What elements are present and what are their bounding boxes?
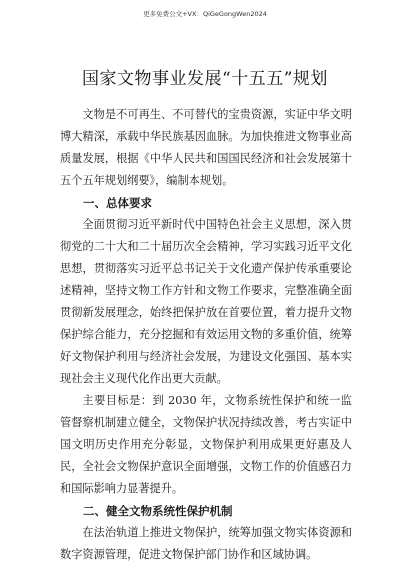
intro-paragraph: 文物是不可再生、不可替代的宝贵资源，实证中华文明博大精深，承载中华民族基因血脉。为加快推进文物事业高质量发展，根据《中华人民共和国国民经济和社会发展第十五个五年规划纲要》，编制本规划。 [60,108,352,187]
section-heading-protection-mechanism: 二、健全文物系统性保护机制 [83,504,233,518]
document-title: 国家文物事业发展“十五五”规划 [82,69,328,89]
protection-mechanism-paragraph: 在法治轨道上推进文物保护，统筹加强文物实体资源和数字资源管理，促进文物保护部门协作和区域协调。 [60,526,352,561]
header-note: 更多免费公文+VX：QiGeGongWen2024 [143,10,267,18]
main-goals-paragraph: 主要目标是：到 2030 年，文物系统性保护和统一监管督察机制建立健全，文物保护状况持续改善，考古实证中国文明历史作用充分彰显，文物保护利用成果更好惠及人民，全社会文物保护意识全面增强，文物工作的价值感召力和国际影响力显著提升。 [60,394,352,495]
section-heading-general-requirements: 一、总体要求 [83,196,152,210]
document-body [60,104,352,566]
general-requirements-paragraph: 全面贯彻习近平新时代中国特色社会主义思想，深入贯彻党的二十大和二十届历次全会精神，学习实践习近平文化思想，贯彻落实习近平总书记关于文化遗产保护传承重要论述精神，坚持文物工作方针和文物工作要求，完整准确全面贯彻新发展理念，始终把保护放在首要位置，着力提升文物保护综合能力，充分挖掘和有效运用文物的多重价值，统筹好文物保护利用与经济社会发展，为建设文化强国、基本实现社会主义现代化作出更大贡献。 [60,218,352,385]
